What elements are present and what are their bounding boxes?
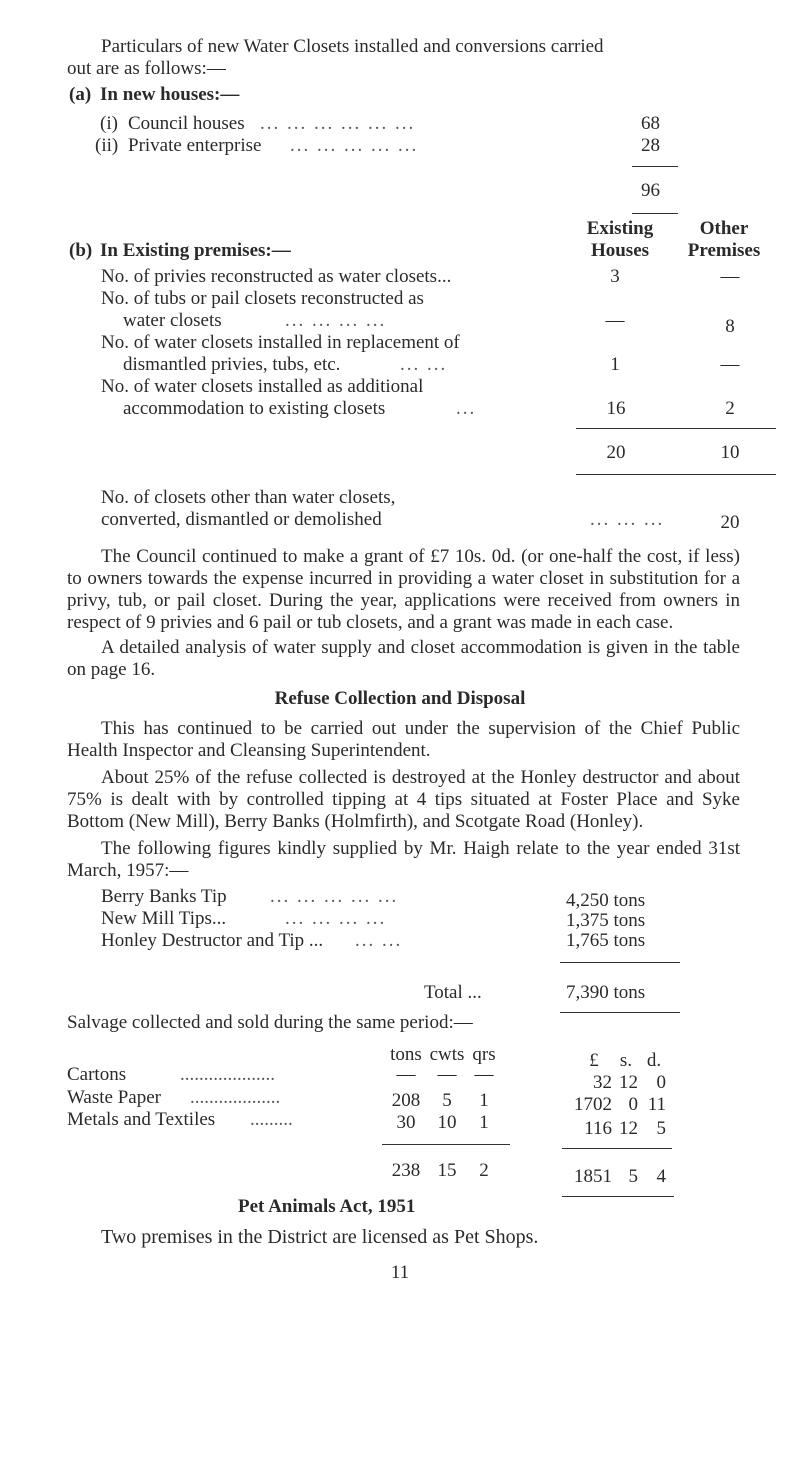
item-label: (ii)	[95, 135, 119, 156]
row-text: No. of privies reconstructed as water closets...	[101, 266, 452, 287]
salvage-shillings: 12	[619, 1072, 638, 1093]
col-existing-houses-header-1: Existing	[586, 218, 654, 239]
salvage-pence: 11	[647, 1094, 666, 1115]
salvage-tons: 30	[396, 1112, 416, 1133]
salvage-shillings: 12	[619, 1118, 638, 1139]
leader-dots: ... ... ... ... ...	[270, 886, 399, 907]
section-b-heading: In Existing premises:—	[100, 240, 291, 261]
subtotal-rule	[632, 166, 678, 167]
refuse-paragraph-1: This has continued to be carried out under the supervision of the Chief Public Health Inspector and Cleansing Superintendent.	[67, 718, 740, 761]
salvage-pence: 5	[656, 1118, 666, 1139]
refuse-heading: Refuse Collection and Disposal	[274, 688, 526, 709]
col-other-premises-header-1: Other	[699, 218, 749, 239]
tip-value: 1,375 tons	[566, 910, 646, 931]
leader-dots: ....................	[180, 1064, 275, 1085]
header-tons: tons	[390, 1044, 422, 1065]
page-number: 11	[390, 1262, 410, 1283]
row-col1-value: 3	[610, 266, 620, 287]
total-rule	[632, 213, 678, 214]
leader-dots: ... ... ... ...	[285, 908, 387, 929]
section-b-label: (b)	[69, 240, 93, 261]
leader-dots: ... ...	[400, 354, 448, 375]
tip-name: Berry Banks Tip	[101, 886, 227, 907]
row-col1-value: —	[605, 310, 625, 331]
pet-text: Two premises in the District are licensed as Pet Shops.	[101, 1226, 539, 1248]
leader-dots: ... ... ...	[590, 509, 665, 530]
row-text: No. of water closets installed in replacement of	[101, 332, 460, 353]
other-closets-value: 20	[720, 512, 740, 533]
header-cwts: cwts	[429, 1044, 465, 1065]
other-premises-total: 10	[720, 442, 740, 463]
subtotal-rule	[576, 428, 776, 429]
col-existing-houses-header-2: Houses	[590, 240, 650, 261]
analysis-paragraph: A detailed analysis of water supply and closet accommodation is given in the table on page 16.	[67, 637, 740, 680]
leader-dots: ... ... ... ... ...	[290, 135, 419, 156]
header-qrs: qrs	[472, 1044, 496, 1065]
row-text: No. of tubs or pail closets reconstructed as	[101, 288, 424, 309]
intro-line-2: out are as follows:—	[67, 58, 226, 79]
row-text: water closets	[123, 310, 222, 331]
refuse-paragraph-2: About 25% of the refuse collected is destroyed at the Honley destructor and about 75% is dealt with by controlled tipping at 4 tips situated at Foster Place and Syke Bottom (New Mill), Berry Banks (Holmfirth), and Scotgate Road (Honley).	[67, 767, 740, 832]
row-col2-value: 2	[725, 398, 735, 419]
salvage-qrs: 1	[479, 1090, 489, 1111]
total-rule	[560, 1012, 680, 1013]
header-shillings: s.	[619, 1050, 633, 1071]
subtotal-rule	[560, 962, 680, 963]
salvage-qrs: —	[474, 1064, 494, 1085]
salvage-item-name: Metals and Textiles	[67, 1109, 216, 1130]
refuse-paragraph-3: The following figures kindly supplied by Mr. Haigh relate to the year ended 31st March, 1957:—	[67, 838, 740, 881]
salvage-cwts: —	[437, 1064, 457, 1085]
item-text: Private enterprise	[128, 135, 262, 156]
leader-dots: ... ...	[355, 930, 403, 951]
tip-value: 1,765 tons	[566, 930, 646, 951]
pet-heading: Pet Animals Act, 1951	[238, 1196, 416, 1217]
row-text: dismantled privies, tubs, etc.	[123, 354, 341, 375]
salvage-item-name: Waste Paper	[67, 1087, 161, 1108]
salvage-tons: 208	[391, 1090, 421, 1111]
tip-name: New Mill Tips...	[101, 908, 227, 929]
salvage-shillings: 0	[628, 1094, 638, 1115]
salvage-pounds: 32	[593, 1072, 612, 1093]
grant-paragraph: The Council continued to make a grant of £7 10s. 0d. (or one-half the cost, if less) to owners towards the expense incurred in providing a water closet in substitution for a privy, tub, or pail closet. During the year, applications were received from owners in respect of 9 privies and 6 pail or tub closets, and a grant was made in each case.	[67, 546, 740, 633]
salvage-total-pence: 4	[656, 1166, 666, 1187]
leader-dots: ...	[456, 398, 477, 419]
salvage-total-cwts: 15	[437, 1160, 457, 1181]
subtotal-rule	[382, 1144, 510, 1145]
subtotal-rule	[562, 1148, 672, 1149]
row-col2-value: 8	[725, 316, 735, 337]
row-col2-value: —	[720, 266, 740, 287]
salvage-intro: Salvage collected and sold during the same period:—	[67, 1012, 473, 1033]
row-col2-value: —	[720, 354, 740, 375]
existing-houses-total: 20	[606, 442, 626, 463]
salvage-pounds: 1702	[574, 1094, 612, 1115]
tips-total-label: Total ...	[424, 982, 482, 1003]
other-closets-line-1: No. of closets other than water closets,	[101, 487, 396, 508]
salvage-total-tons: 238	[391, 1160, 421, 1181]
leader-dots: .........	[250, 1109, 293, 1130]
salvage-pounds: 116	[584, 1118, 612, 1139]
row-col1-value: 16	[606, 398, 626, 419]
private-enterprise-value: 28	[641, 135, 660, 156]
other-closets-line-2: converted, dismantled or demolished	[101, 509, 382, 530]
leader-dots: ...................	[190, 1087, 281, 1108]
section-a-label: (a)	[69, 84, 92, 105]
tip-name: Honley Destructor and Tip ...	[101, 930, 324, 951]
salvage-pence: 0	[656, 1072, 666, 1093]
leader-dots: ... ... ... ...	[285, 310, 387, 331]
section-a-heading: In new houses:—	[100, 84, 240, 105]
header-pence: d.	[646, 1050, 662, 1071]
col-other-premises-header-2: Premises	[687, 240, 761, 261]
salvage-cwts: 10	[437, 1112, 457, 1133]
salvage-cwts: 5	[442, 1090, 452, 1111]
salvage-total-pounds: 1851	[574, 1166, 612, 1187]
intro-line-1: Particulars of new Water Closets installed and conversions carried	[101, 36, 604, 57]
salvage-qrs: 1	[479, 1112, 489, 1133]
leader-dots: ... ... ... ... ... ...	[260, 113, 416, 134]
salvage-item-name: Cartons	[67, 1064, 127, 1085]
new-houses-total: 96	[641, 180, 660, 201]
item-label: (i)	[100, 113, 118, 134]
tip-value: 4,250 tons	[566, 890, 646, 911]
council-houses-value: 68	[641, 113, 660, 134]
salvage-tons: —	[396, 1064, 416, 1085]
total-rule	[576, 474, 776, 475]
header-pounds: £	[589, 1050, 599, 1071]
salvage-total-shillings: 5	[628, 1166, 638, 1187]
row-col1-value: 1	[610, 354, 620, 375]
tips-total-value: 7,390 tons	[566, 982, 646, 1003]
item-text: Council houses	[128, 113, 245, 134]
row-text: accommodation to existing closets	[123, 398, 386, 419]
salvage-total-qrs: 2	[479, 1160, 489, 1181]
row-text: No. of water closets installed as additional	[101, 376, 424, 397]
total-rule	[562, 1196, 674, 1197]
